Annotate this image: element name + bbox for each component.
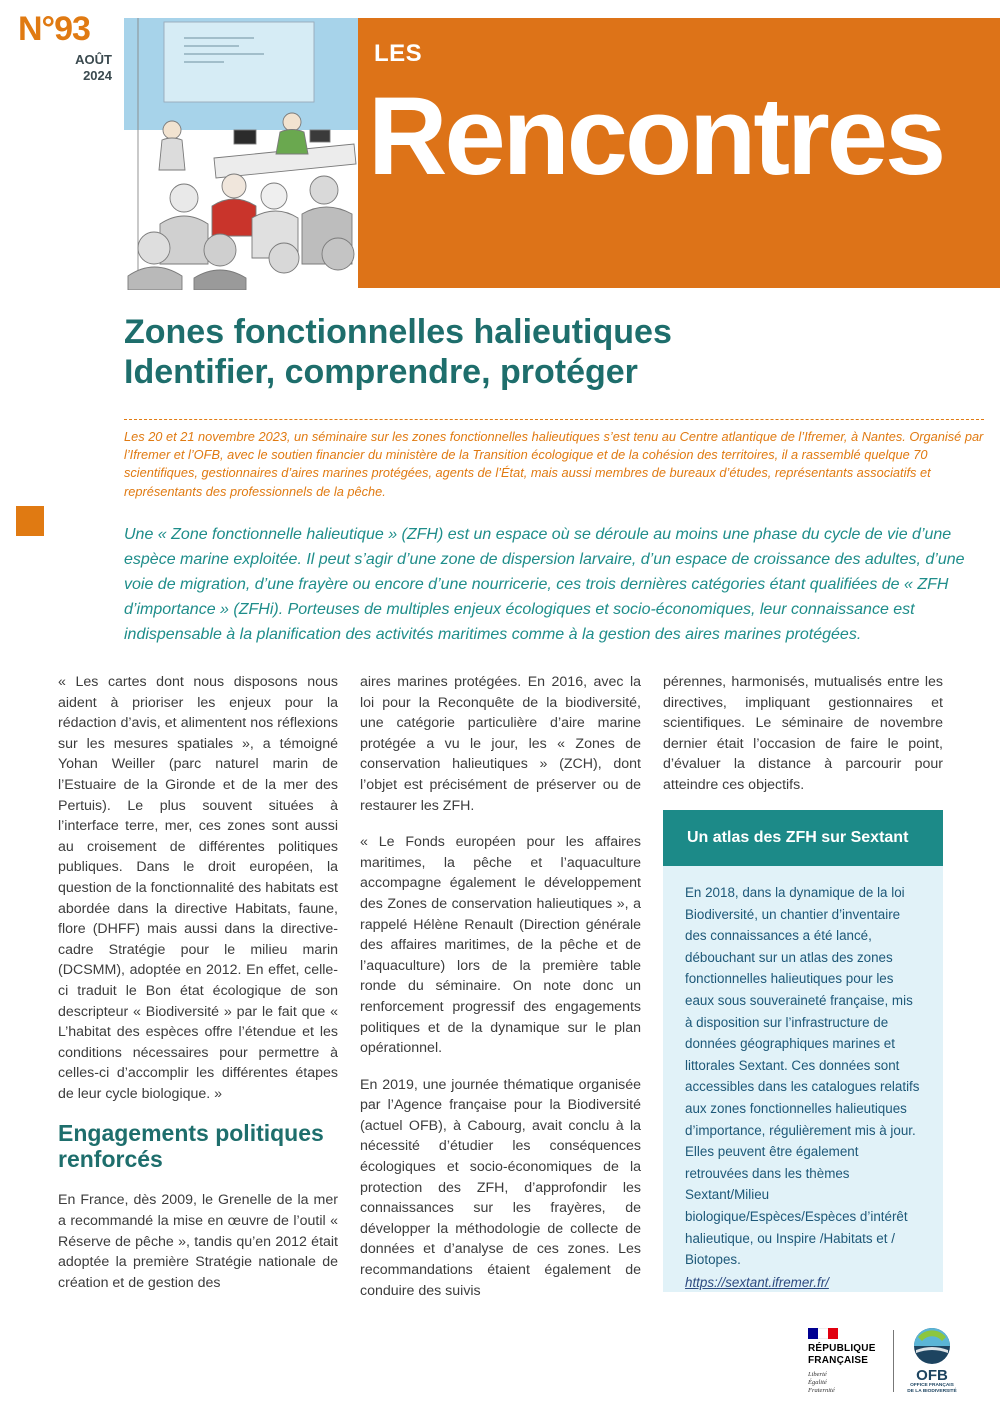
column-2 [360,672,641,1317]
info-box-text: En 2018, dans la dynamique de la loi Biodiversité, un chantier d’inventaire des connaissances a été lancé, débouchant sur un atlas des zones fonctionnelles halieutiques pour les eaux sous souveraineté française, mis à disposition sur l’infrastructure de données géographiques marines et littorales Sextant. Ces données sont accessibles dans les catalogues relatifs aux zones fonctionnelles halieutiques d’importance, régulièrement mis à jour. Elles peuvent être également retrouvées dans les thèmes Sextant/Milieu biologique/Espèces/Espèces d’intérêt halieutique, ou Inspire /Habitats et / Biotopes. [685,885,920,1268]
issue-year: 2024 [83,68,112,83]
rf-motto-2: Égalité [808,1379,827,1386]
page-title [124,312,984,392]
sextant-link[interactable]: https://sextant.ifremer.fr/ [685,1274,829,1290]
sextant-info-box [663,810,943,1292]
banner-kicker: LES [374,40,423,67]
info-box-body [663,866,943,1293]
ofb-logo [904,1326,960,1394]
column-2-paragraph-2: « Le Fonds européen pour les affaires maritimes, la pêche et l’aquaculture accompagne également le développement des Zones de conservation halieutiques », a rappelé Hélène Renault (Direction générale des affaires maritimes, de la pêche et de l’aquaculture) lors de la première table ronde du séminaire. On note donc un renforcement progressif des engagements politiques et de la dynamique sur le plan opérationnel. [360,834,641,1057]
ofb-emblem-icon [912,1326,952,1366]
banner-title: Rencontres [368,75,944,198]
rf-motto-3: Fraternité [808,1387,835,1394]
seminar-illustration [124,18,358,290]
ofb-subtitle-2: DE LA BIODIVERSITÉ [907,1388,957,1394]
rf-line-2: FRANÇAISE [808,1355,869,1366]
column-1-paragraph-2: En France, dès 2009, le Grenelle de la mer a recommandé la mise en œuvre de l’outil « Réserve de pêche », tandis qu’en 2012 était adoptée la première Stratégie nationale de création et de gestion des [58,1192,338,1291]
column-2-paragraph-1: aires marines protégées. En 2016, avec la loi pour la Reconquête de la biodiversité, une catégorie particulière d’aire marine protégée a vu le jour, les « Zones de conservation halieutiques » (ZCH), dont l’objet est précisément de préserver ou de restaurer les ZFH. [360,674,641,814]
page-title-line-1: Zones fonctionnelles halieutiques [124,313,672,351]
issue-month: AOÛT [75,52,112,67]
column-1-paragraph-1: « Les cartes dont nous disposons nous aident à prioriser les enjeux pour la rédaction d’avis, et alimentent nos réflexions sur les mesures spatiales », a témoigné Yohan Weiller (parc naturel marin de l’Estuaire de la Gironde et de la mer des Pertuis). Le plus souvent situées à l’interface terre, mer, ces zones sont aussi au croisement de différentes politiques publiques. Dans le droit européen, la question de la fonctionnalité des habitats est abordée dans la directive Habitats, faune, flore (DHFF) mais aussi dans la directive-cadre Stratégie pour le milieu marin (DCSMM), adoptée en 2012. En effet, celle-ci traduit le Bon état écologique de son descripteur « Biodiversité » par le fait que « L’habitat des espèces offre l’étendue et les conditions nécessaires pour permettre à celles-ci d’accomplir les différentes étapes de leur cycle biologique. » [58,674,338,1102]
info-box-title: Un atlas des ZFH sur Sextant [663,810,943,866]
ofb-subtitle-1: OFFICE FRANÇAIS [910,1383,954,1388]
column-3 [663,672,943,812]
dashed-divider [124,419,984,420]
republique-francaise-logo [808,1328,888,1395]
column-3-paragraph-1: pérennes, harmonisés, mutualisés entre les directives, impliquant gestionnaires et scientifiques. Le séminaire de novembre dernier était l’occasion de faire le point, d’évaluer la distance à parcourir pour atteindre ces objectifs. [663,674,943,793]
page-title-line-2: Identifier, comprendre, protéger [124,353,638,391]
issue-number: N°93 [18,10,90,48]
flag-icon [808,1328,838,1339]
section-heading: Engagements politiques renforcés [58,1120,324,1173]
column-1 [58,672,338,1309]
logo-separator [893,1330,894,1392]
chapo-paragraph: Les 20 et 21 novembre 2023, un séminaire sur les zones fonctionnelles halieutiques s’est tenu au Centre atlantique de l’Ifremer, à Nantes. Organisé par l’Ifremer et l’OFB, avec le soutien financier du ministère de la Transition écologique et de la cohésion des territoires, il a rassemblé quelque 70 scientifiques, gestionnaires d’aires marines protégées, agents de l’État, mais aussi membres de bureaux d’études, représentants associatifs et représentants des professionnels de la pêche. [124,429,984,499]
intro-paragraph: Une « Zone fonctionnelle halieutique » (ZFH) est un espace où se déroule au moins une phase du cycle de vie d’une espèce marine exploitée. Il peut s’agir d’une zone de dispersion larvaire, d’un espace de croissance des adultes, d’une voie de migration, d’une frayère ou encore d’une nourricerie, ces trois dernières catégories étant qualifiées de « ZFH d’importance » (ZFHi). Porteuses de multiples enjeux écologiques et socio-économiques, leur connaissance est indispensable à la planification des activités maritimes comme à la gestion des aires marines protégées. [124,526,965,643]
rf-motto-1: Liberté [808,1371,827,1378]
issue-block [18,12,128,84]
ofb-acronym: OFB [916,1367,948,1384]
rencontres-banner [358,18,1000,288]
decorative-square [16,506,44,536]
column-2-paragraph-3: En 2019, une journée thématique organisée par l’Agence française pour la Biodiversité (actuel OFB), à Cabourg, avait conclu à la nécessité d’étudier les conséquences écologiques et socio-économiques de la protection des ZFH, d’approfondir les connaissances sur les frayères, de développer la méthodologie de collecte de données et d’analyse de ces zones. Les recommandations étaient également de conduire des suivis [360,1076,641,1299]
rf-line-1: RÉPUBLIQUE [808,1343,876,1354]
